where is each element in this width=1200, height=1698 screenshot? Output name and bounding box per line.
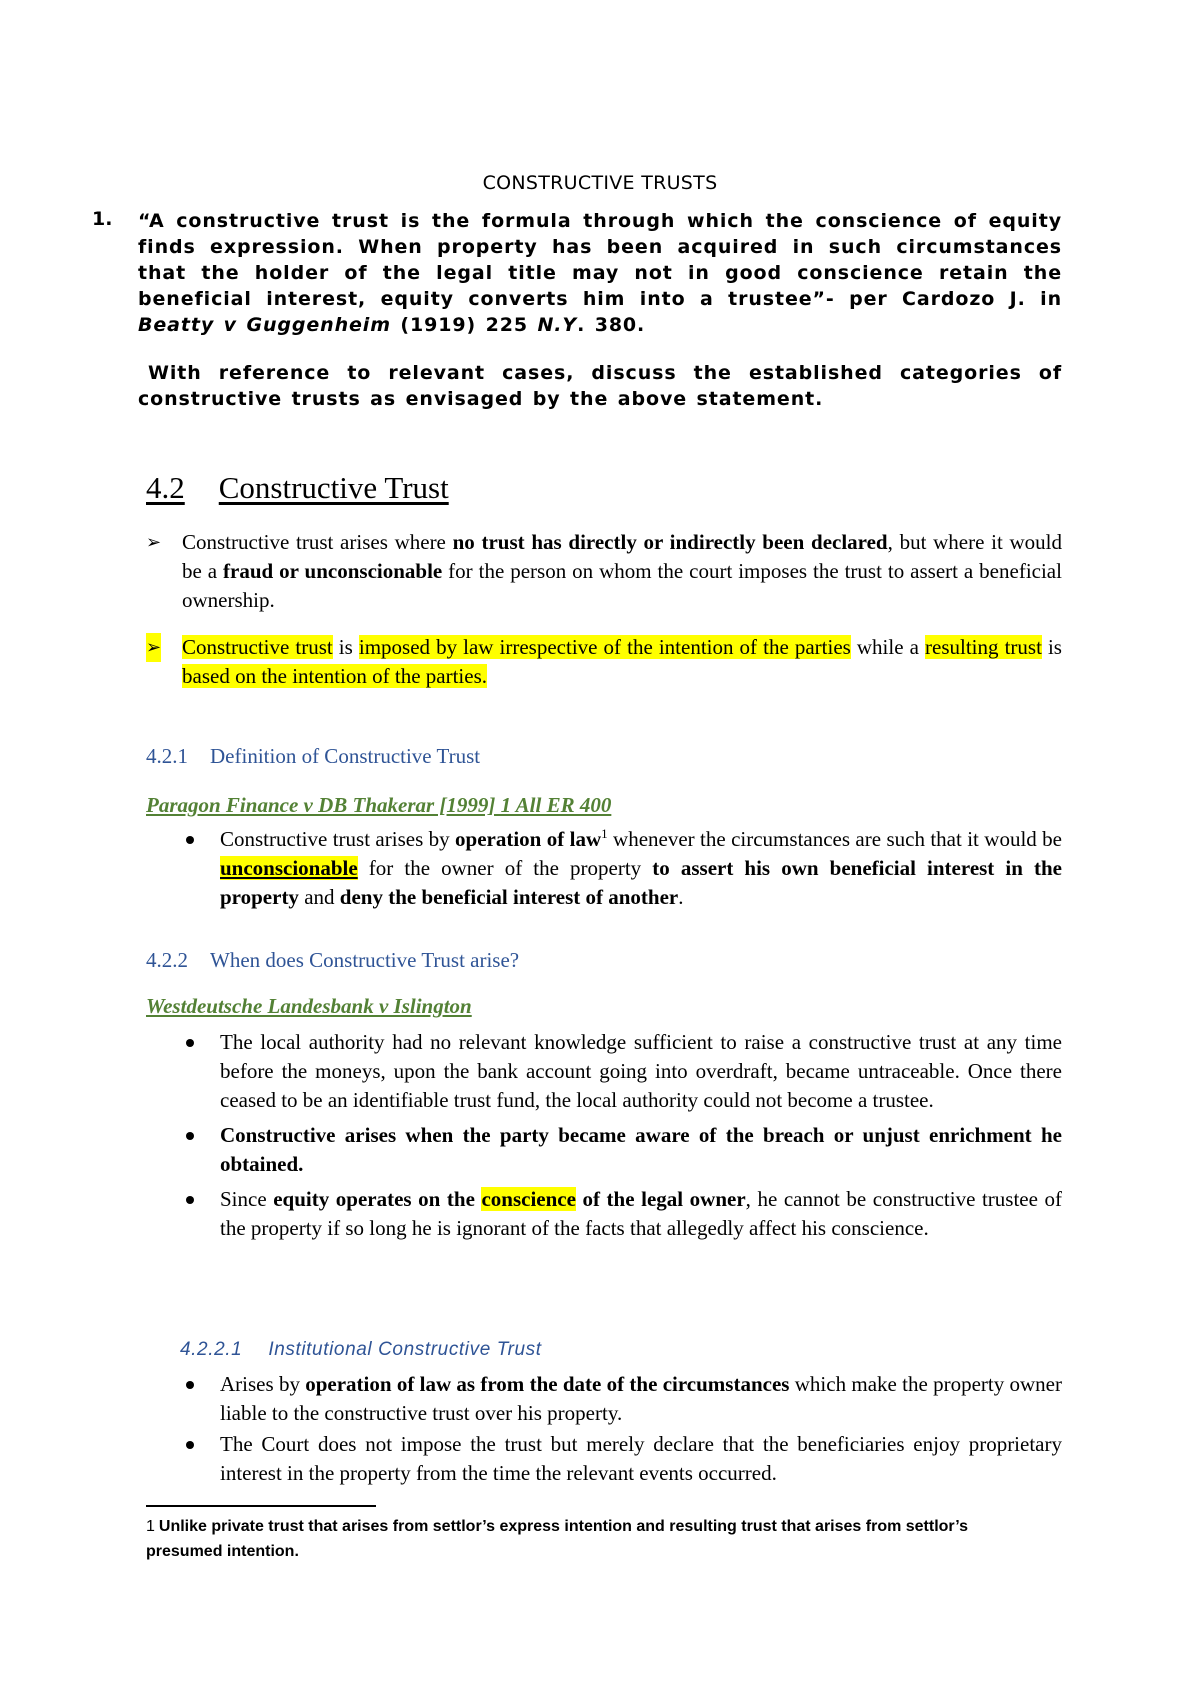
quote-citation: (1919) 225 [390,314,538,336]
bold-text: operation of law [455,827,602,851]
text: is [1041,635,1062,659]
text: is [332,635,359,659]
question-instruction: With reference to relevant cases, discuss the established categories of constructive trusts as envisaged by the above statement. [138,362,1062,410]
bullet-dot-icon [186,1132,194,1140]
subsubsection-heading [180,1339,542,1361]
text: for the person on whom the court imposes the trust to assert a beneficial ownership. [182,559,1062,612]
text: The Court does not impose the trust but merely declare that the beneficiaries enjoy proprietary interest in the property from the time the relevant events occurred. [220,1432,1062,1485]
bullet-list [180,1370,1062,1494]
text: Constructive trust arises where [182,530,453,554]
bold-text: Constructive arises when the party became aware of the breach or unjust enrichment he obtained. [220,1123,1062,1176]
arrow-item [146,528,1062,615]
footnote-number: 1 [146,1518,155,1535]
bullet-dot-icon [186,1381,194,1389]
footnote-reference[interactable]: 1 [601,826,608,841]
text: while a [850,635,926,659]
subsection-heading-4-2-1 [146,744,480,769]
bullet-list [180,1028,1062,1249]
arrow-bullet-icon: ➢ [146,532,162,552]
bullet-item [180,1185,1062,1243]
case-heading: Westdeutsche Landesbank v Islington [146,994,472,1018]
bullet-item [180,1028,1062,1115]
document-title: CONSTRUCTIVE TRUSTS [482,172,718,194]
text: Constructive trust arises by [220,827,456,851]
text: for the owner of the property [357,856,653,880]
question-number: 1. [92,208,113,230]
footnote-text: Unlike private trust that arises from settlor’s express intention and resulting trust that arises from settlor’s presumed intention. [146,1518,968,1560]
subsection-title: Definition of Constructive Trust [210,744,481,768]
highlighted-text: imposed by law irrespective of the intention of the parties [358,635,851,659]
subsection-title: When does Constructive Trust arise? [210,948,520,972]
arrow-bullet-icon: ➢ [146,633,161,662]
bold-text: equity operates on the [273,1187,475,1211]
bullet-item [180,1370,1062,1428]
footnote [146,1514,1046,1564]
bold-text: deny the beneficial interest of another [339,885,679,909]
question-quote [138,208,1062,338]
bullet-dot-icon [186,1196,194,1204]
bullet-dot-icon [186,1039,194,1047]
bold-text: fraud or unconscionable [223,559,443,583]
subsubsection-title: Institutional Constructive Trust [268,1339,542,1360]
bullet-list [180,825,1062,918]
quote-citation-italic: N.Y [537,314,578,336]
subsubsection-number: 4.2.2.1 [180,1339,243,1360]
text: Arises by [220,1372,306,1396]
bold-text: no trust has directly or indirectly been declared [452,530,888,554]
quote-citation-end: . 380. [577,314,646,336]
bullet-item [180,825,1062,912]
text: whenever the circumstances are such that it would be [607,827,1062,851]
subsection-number: 4.2.2 [146,948,188,972]
bullet-dot-icon [186,1441,194,1449]
section-heading [146,470,449,506]
bullet-item [180,1430,1062,1488]
quote-text: “A constructive trust is the formula through which the conscience of equity finds expression. When property has been acquired in such circumstances that the holder of the legal title may not in good conscience retain the beneficial interest, equity converts him into a trustee”- per Cardozo J. in [138,210,1062,310]
highlighted-bold-text: conscience [481,1187,576,1211]
bold-text: of the legal owner [582,1187,746,1211]
arrow-list [146,528,1062,691]
bold-text: operation of law as from the date of the circumstances [305,1372,790,1396]
text: , but where it would be a [182,530,1062,583]
text: Since [220,1187,274,1211]
highlighted-text: based on the intention of the parties. [182,664,488,688]
text: which make the property owner liable to the constructive trust over his property. [220,1372,1062,1425]
quote-case-name: Beatty v Guggenheim [138,314,391,336]
text: , he cannot be constructive trustee of the property if so long he is ignorant of the facts that allegedly affect his conscience. [220,1187,1062,1240]
subsection-number: 4.2.1 [146,744,188,768]
question-block [92,208,1062,412]
subsection-heading-4-2-2 [146,948,519,973]
case-heading: Paragon Finance v DB Thakerar [1999] 1 All ER 400 [146,793,612,817]
section-number: 4.2 [146,470,185,505]
section-title: Constructive Trust [218,470,449,505]
highlighted-text: resulting trust [925,635,1042,659]
bullet-item [180,1121,1062,1179]
highlighted-text: Constructive trust [182,635,333,659]
text: and [298,885,340,909]
arrow-item [146,633,1062,691]
highlighted-bold-text: unconscionable [220,856,358,880]
footnote-separator [146,1505,376,1507]
text: The local authority had no relevant knowledge sufficient to raise a constructive trust at any time before the moneys, upon the bank account going into overdraft, became untraceable. Once there ceased to be an identifiable trust fund, the local authority could not become a trustee. [220,1030,1062,1112]
text: . [678,885,684,909]
bold-text: to assert his own beneficial interest in the property [220,856,1062,909]
bullet-dot-icon [186,836,194,844]
